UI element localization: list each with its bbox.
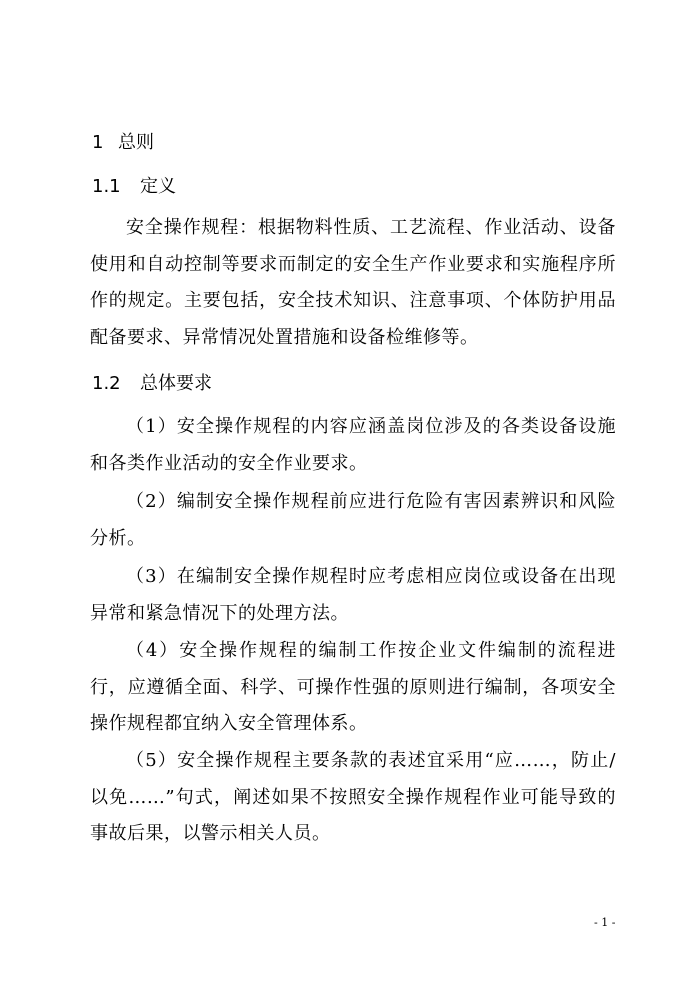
definition-paragraph: 安全操作规程：根据物料性质、工艺流程、作业活动、设备使用和自动控制等要求而制定的安全生产作业要求和实施程序所作的规定。主要包括，安全技术知识、注意事项、个体防护用品配备要求、异常情况处置措施和设备检维修等。 [90, 217, 616, 348]
requirement-paragraph-2: （2）编制安全操作规程前应进行危险有害因素辨识和风险分析。 [90, 491, 616, 549]
section-heading-1 [92, 129, 154, 157]
section-title: 总则 [118, 132, 154, 153]
section-title: 定义 [140, 176, 176, 197]
requirement-paragraph-5: （5）安全操作规程主要条款的表述宜采用“应……，防止/以免……”句式，阐述如果不按照安全操作规程作业可能导致的事故后果，以警示相关人员。 [90, 750, 616, 844]
requirement-paragraph-3: （3）在编制安全操作规程时应考虑相应岗位或设备在出现异常和紧急情况下的处理方法。 [90, 566, 616, 624]
requirement-paragraph-1: （1）安全操作规程的内容应涵盖岗位涉及的各类设备设施和各类作业活动的安全作业要求。 [90, 416, 616, 474]
section-number: 1.2 [92, 373, 121, 394]
section-number: 1.1 [92, 176, 121, 197]
section-heading-1-1 [92, 173, 176, 201]
section-heading-1-2 [92, 370, 212, 398]
section-number: 1 [92, 132, 104, 153]
section-title: 总体要求 [140, 373, 212, 394]
requirement-paragraph-4: （4）安全操作规程的编制工作按企业文件编制的流程进行，应遵循全面、科学、可操作性强的原则进行编制，各项安全操作规程都宜纳入安全管理体系。 [90, 640, 616, 734]
page-number: - 1 - [594, 916, 616, 929]
